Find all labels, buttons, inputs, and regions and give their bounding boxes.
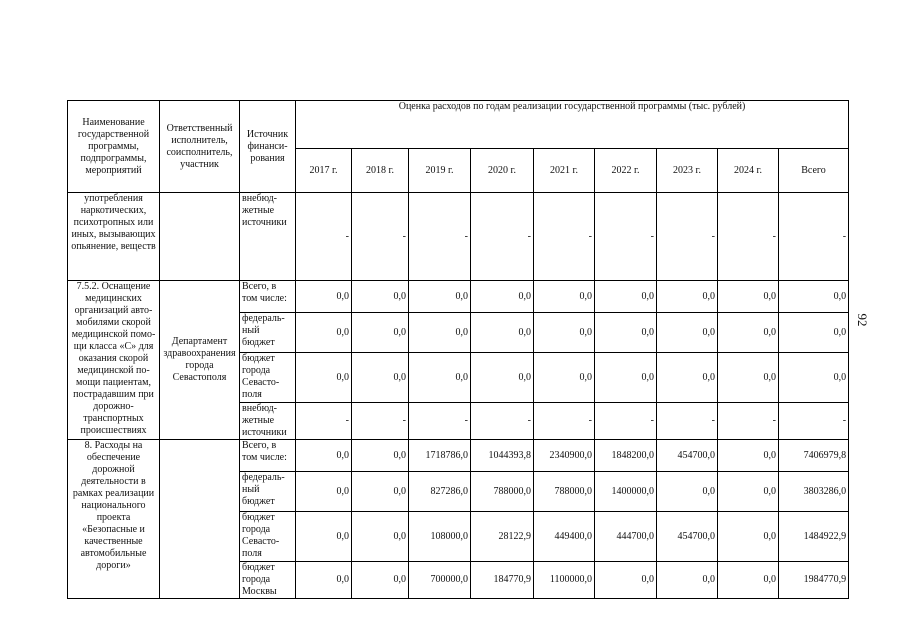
value-cell: -	[595, 403, 657, 440]
value-cell: 0,0	[534, 313, 595, 353]
header-responsible: Ответственный исполнитель, соисполнитель, участник	[160, 101, 240, 193]
value-cell: 0,0	[718, 472, 779, 512]
value-cell: 0,0	[657, 353, 718, 403]
value-cell: 1848200,0	[595, 440, 657, 472]
value-cell: 0,0	[779, 281, 849, 313]
value-cell: 0,0	[657, 281, 718, 313]
value-cell: 0,0	[352, 440, 409, 472]
value-cell: 1718786,0	[409, 440, 471, 472]
header-expense-estimate: Оценка расходов по годам реализации государственной программы (тыс. рублей)	[296, 101, 849, 149]
value-cell: -	[718, 193, 779, 281]
value-cell: -	[657, 193, 718, 281]
value-cell: 0,0	[595, 313, 657, 353]
responsible-cell	[160, 193, 240, 281]
year-header-cell: Всего	[779, 149, 849, 193]
value-cell: 0,0	[296, 472, 352, 512]
value-cell: 0,0	[352, 353, 409, 403]
value-cell: 0,0	[534, 281, 595, 313]
value-cell: 0,0	[718, 281, 779, 313]
value-cell: -	[296, 403, 352, 440]
value-cell: -	[352, 403, 409, 440]
value-cell: 0,0	[534, 353, 595, 403]
table-row	[68, 281, 849, 313]
funding-source-cell: внебюд-жетные источники	[240, 403, 296, 440]
value-cell: 0,0	[718, 353, 779, 403]
value-cell: 0,0	[779, 353, 849, 403]
value-cell: 0,0	[352, 562, 409, 599]
program-name-cell: употребления наркотических, психотропных или иных, вызывающих опьянение, веществ	[68, 193, 160, 281]
funding-source-cell: внебюд-жетные источники	[240, 193, 296, 281]
value-cell: 0,0	[296, 440, 352, 472]
funding-source-cell: федераль-ный бюджет	[240, 313, 296, 353]
value-cell: 0,0	[352, 512, 409, 562]
value-cell: 0,0	[595, 353, 657, 403]
value-cell: 0,0	[409, 353, 471, 403]
value-cell: 0,0	[296, 281, 352, 313]
value-cell: 0,0	[657, 313, 718, 353]
value-cell: -	[718, 403, 779, 440]
value-cell: -	[779, 193, 849, 281]
year-header-cell: 2020 г.	[471, 149, 534, 193]
value-cell: 700000,0	[409, 562, 471, 599]
value-cell: 788000,0	[471, 472, 534, 512]
value-cell: 1984770,9	[779, 562, 849, 599]
value-cell: 454700,0	[657, 512, 718, 562]
value-cell: -	[409, 403, 471, 440]
year-header-cell: 2019 г.	[409, 149, 471, 193]
value-cell: 0,0	[409, 313, 471, 353]
value-cell: -	[779, 403, 849, 440]
year-header-cell: 2018 г.	[352, 149, 409, 193]
value-cell: 0,0	[595, 562, 657, 599]
value-cell: 1100000,0	[534, 562, 595, 599]
funding-source-cell: Всего, в том числе:	[240, 440, 296, 472]
value-cell: 0,0	[657, 472, 718, 512]
value-cell: 454700,0	[657, 440, 718, 472]
value-cell: 0,0	[471, 353, 534, 403]
table-row	[68, 440, 849, 472]
value-cell: 2340900,0	[534, 440, 595, 472]
value-cell: 1044393,8	[471, 440, 534, 472]
value-cell: 0,0	[718, 440, 779, 472]
funding-source-cell: Всего, в том числе:	[240, 281, 296, 313]
responsible-cell	[160, 440, 240, 599]
table-body	[68, 193, 849, 599]
value-cell: -	[595, 193, 657, 281]
value-cell: 0,0	[352, 472, 409, 512]
value-cell: 0,0	[352, 281, 409, 313]
value-cell: 1484922,9	[779, 512, 849, 562]
value-cell: 184770,9	[471, 562, 534, 599]
program-name-cell: 8. Расходы на обеспечение дорожной деятельности в рамках реализации национального проекта «Безопасные и качественные автомобильные дороги»	[68, 440, 160, 599]
value-cell: 788000,0	[534, 472, 595, 512]
funding-source-cell: федераль-ный бюджет	[240, 472, 296, 512]
header-funding-source: Источник финанси-рования	[240, 101, 296, 193]
value-cell: -	[296, 193, 352, 281]
page-number: 92	[855, 313, 870, 327]
funding-source-cell: бюджет города Севасто-поля	[240, 353, 296, 403]
budget-table	[67, 100, 849, 599]
value-cell: -	[352, 193, 409, 281]
value-cell: -	[471, 403, 534, 440]
value-cell: 0,0	[296, 313, 352, 353]
value-cell: 0,0	[409, 281, 471, 313]
value-cell: 0,0	[296, 512, 352, 562]
funding-source-cell: бюджет города Севасто-поля	[240, 512, 296, 562]
value-cell: -	[534, 193, 595, 281]
value-cell: -	[471, 193, 534, 281]
responsible-cell: Департамент здравоохранения города Севастополя	[160, 281, 240, 440]
value-cell: 0,0	[296, 353, 352, 403]
value-cell: -	[657, 403, 718, 440]
program-name-cell: 7.5.2. Оснащение медицинских организаций авто-мобилями скорой медицинской помо-щи класса «С» для оказания скорой медицинской по-мощи пациентам, пострадавшим при дорожно-транспортных происшествиях	[68, 281, 160, 440]
value-cell: 444700,0	[595, 512, 657, 562]
value-cell: 827286,0	[409, 472, 471, 512]
value-cell: 0,0	[352, 313, 409, 353]
year-header-cell: 2022 г.	[595, 149, 657, 193]
value-cell: 0,0	[471, 281, 534, 313]
value-cell: 449400,0	[534, 512, 595, 562]
funding-source-cell: бюджет города Москвы	[240, 562, 296, 599]
value-cell: 0,0	[718, 512, 779, 562]
value-cell: 1400000,0	[595, 472, 657, 512]
value-cell: -	[534, 403, 595, 440]
value-cell: -	[409, 193, 471, 281]
year-header-cell: 2017 г.	[296, 149, 352, 193]
value-cell: 0,0	[657, 562, 718, 599]
year-header-cell: 2021 г.	[534, 149, 595, 193]
table-row	[68, 193, 849, 281]
value-cell: 0,0	[595, 281, 657, 313]
value-cell: 0,0	[718, 313, 779, 353]
value-cell: 0,0	[779, 313, 849, 353]
header-program-name: Наименование государственной программы, подпрограммы, мероприятий	[68, 101, 160, 193]
value-cell: 28122,9	[471, 512, 534, 562]
value-cell: 7406979,8	[779, 440, 849, 472]
value-cell: 108000,0	[409, 512, 471, 562]
year-header-cell: 2023 г.	[657, 149, 718, 193]
year-header-cell: 2024 г.	[718, 149, 779, 193]
value-cell: 0,0	[296, 562, 352, 599]
value-cell: 0,0	[471, 313, 534, 353]
value-cell: 0,0	[718, 562, 779, 599]
value-cell: 3803286,0	[779, 472, 849, 512]
